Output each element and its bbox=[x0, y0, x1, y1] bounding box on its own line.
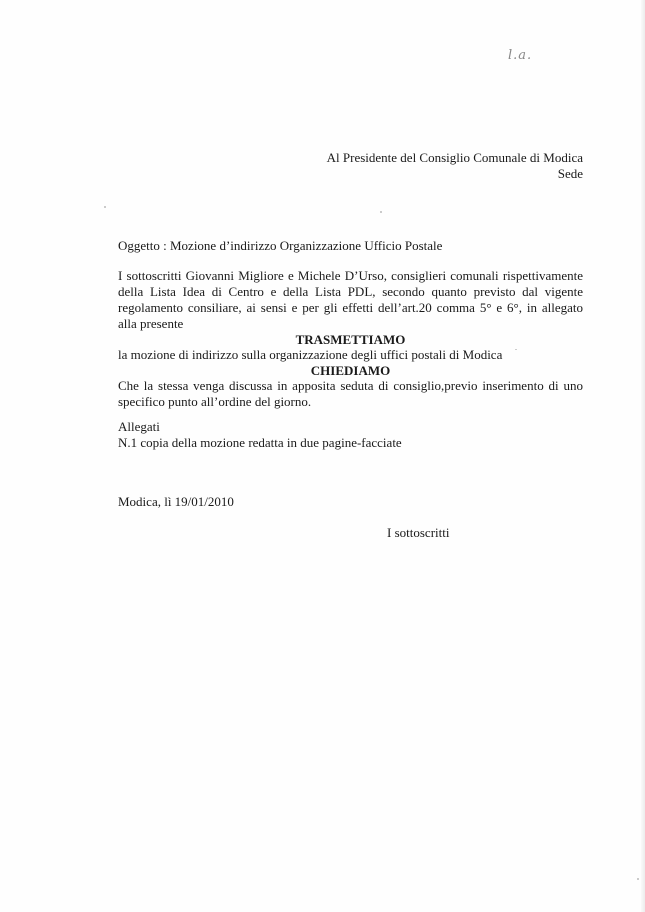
body-line: regolamento consiliare, ai sensi e per gli effetti dell’art.20 comma 5° e 6°, in allegato bbox=[118, 300, 583, 315]
scan-speck bbox=[637, 878, 639, 880]
scan-speck bbox=[104, 206, 106, 208]
request-line: specifico punto all’ordine del giorno. bbox=[118, 394, 312, 409]
letter-body bbox=[118, 268, 583, 410]
place-date: Modica, lì 19/01/2010 bbox=[118, 494, 234, 509]
request-line: Che la stessa venga discussa in apposita seduta di consiglio,previo inserimento di uno bbox=[118, 378, 583, 393]
body-line: I sottoscritti Giovanni Migliore e Michele D’Urso, consiglieri comunali rispettivamente bbox=[118, 268, 583, 283]
attachments-block bbox=[118, 419, 402, 451]
scan-speck bbox=[380, 211, 382, 213]
transmit-text: la mozione di indirizzo sulla organizzazione degli uffici postali di Modica bbox=[118, 347, 503, 362]
verb-heading-request: CHIEDIAMO bbox=[310, 363, 391, 378]
body-line: della Lista Idea di Centro e della Lista PDL, secondo quanto previsto dal vigente bbox=[118, 284, 583, 299]
verb-heading-transmit: TRASMETTIAMO bbox=[295, 332, 406, 347]
handwritten-initials: l.a. bbox=[508, 48, 533, 63]
body-line: alla presente bbox=[118, 316, 184, 331]
attachment-item: N.1 copia della mozione redatta in due pagine-facciate bbox=[118, 435, 402, 450]
signatory: I sottoscritti bbox=[387, 525, 450, 540]
scan-edge-shadow bbox=[641, 0, 645, 912]
addressee-block bbox=[250, 150, 583, 182]
attachments-heading: Allegati bbox=[118, 419, 160, 434]
addressee-line: Sede bbox=[557, 166, 583, 181]
addressee-line: Al Presidente del Consiglio Comunale di Modica bbox=[326, 150, 583, 165]
subject-line: Oggetto : Mozione d’indirizzo Organizzazione Ufficio Postale bbox=[118, 238, 443, 253]
